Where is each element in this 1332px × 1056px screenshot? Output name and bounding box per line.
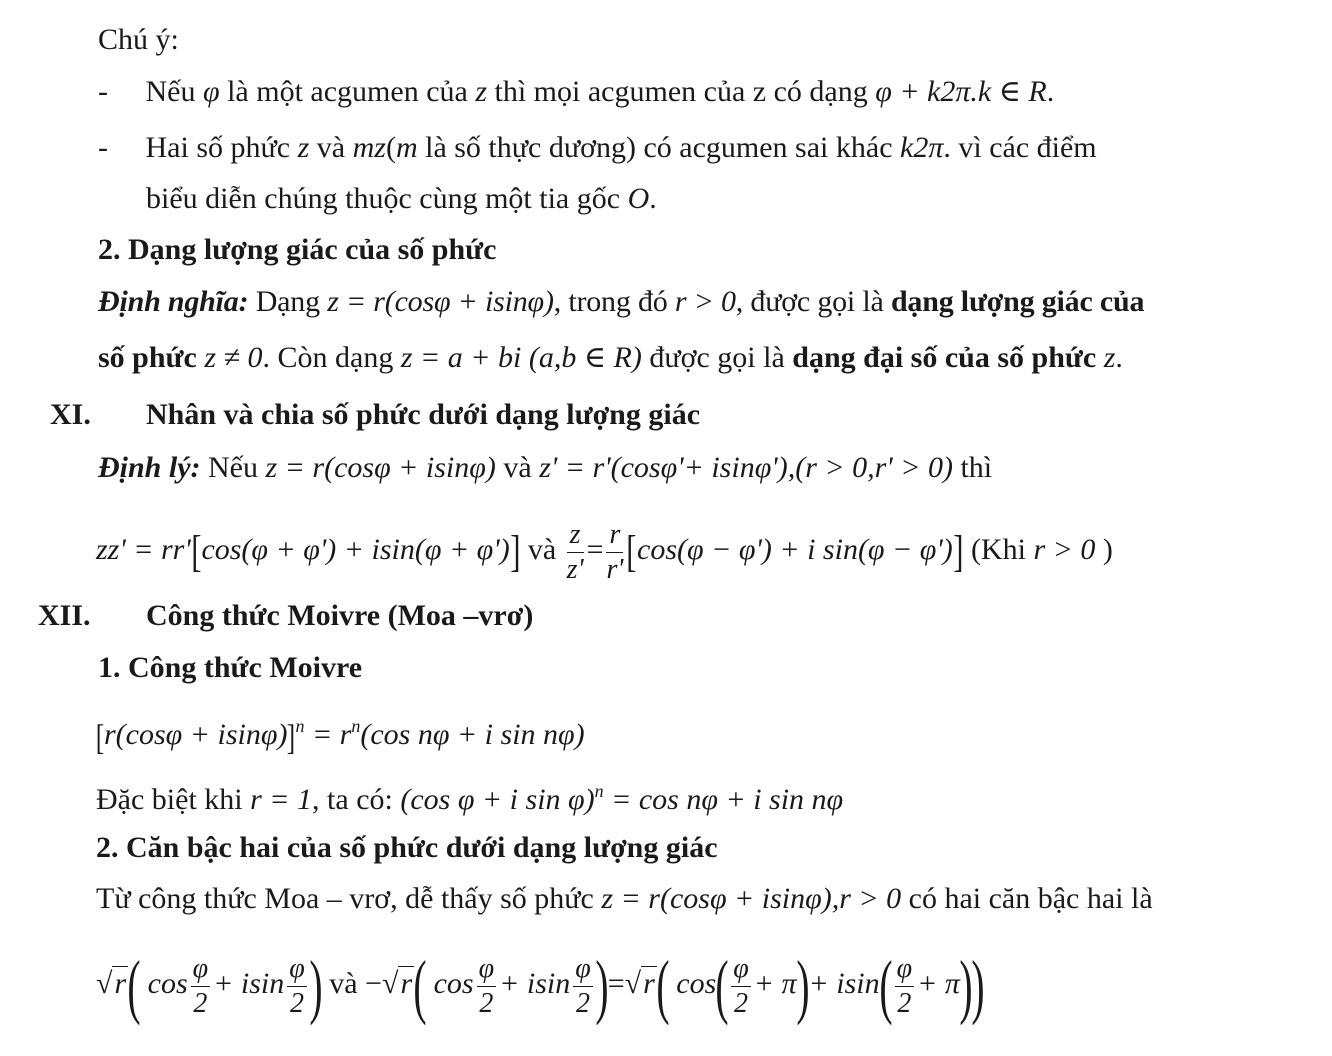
theorem-line: Định lý: Nếu z = r(cosφ + isinφ) và z' = r'(cosφ'+ isinφ'),(r > 0,r' > 0) thì <box>98 451 993 484</box>
square-root-formula: √r( cos $\frac{\varphi}{2}$ + isin $\frac{\varphi}{2}$ ) và −√r( cos $\frac{\varphi}{2}$ + isin $\frac{\varphi}{2}$ )=√r( cos( $\frac{\varphi}{2}$ + π)+ isin( $\frac{\varphi}{2}$ + π)) <box>96 946 985 1027</box>
definition-line-1: Định nghĩa: Dạng z = r(cosφ + isinφ), trong đó r > 0, được gọi là dạng lượng giác của <box>98 285 1145 318</box>
bullet-dash: - <box>98 131 108 164</box>
subsection-2-heading: 2. Căn bậc hai của số phức dưới dạng lượng giác <box>96 831 718 864</box>
fraction-z-over-z-prime: $\frac{z}{z'}$ <box>566 518 584 585</box>
subsection-1-heading: 1. Công thức Moivre <box>98 651 363 684</box>
special-case-line: Đặc biệt khi r = 1, ta có: (cos φ + i sin φ)$^n$ = cos nφ + i sin nφ <box>96 781 844 816</box>
section-2-heading: 2. Dạng lượng giác của số phức <box>98 233 497 266</box>
fraction-r-over-r-prime: $\frac{r}{r'}$ <box>606 518 624 585</box>
definition-line-2: số phức z ≠ 0. Còn dạng z = a + bi (a,b ∈ R) được gọi là dạng đại số của số phức z. <box>98 341 1123 374</box>
bullet-1: - Nếu φ là một acgumen của z thì mọi acgumen của z có dạng φ + k2π.k ∈ R. <box>98 75 1055 108</box>
moivre-formula: $[r(\cos\varphi + isin\varphi)]^n = r^n(\cos$ nφ + i sin nφ) <box>95 716 585 758</box>
section-xi-number: XI. <box>50 398 91 431</box>
section-xii-title: Công thức Moivre (Moa –vrơ) <box>146 599 534 632</box>
bullet-2: - Hai số phức z và mz(m là số thực dương) có acgumen sai khác k2π. vì các điểm <box>98 131 1097 164</box>
bullet-2-cont: biểu diễn chúng thuộc cùng một tia gốc O. <box>146 182 657 215</box>
definition-label: Định nghĩa: <box>98 285 249 318</box>
theorem-label: Định lý: <box>98 451 201 484</box>
note-title: Chú ý: <box>98 23 179 56</box>
section-xii-number: XII. <box>38 599 91 632</box>
square-root-intro: Từ công thức Moa – vrơ, dễ thấy số phức z = r(cosφ + isinφ),r > 0 có hai căn bậc hai là <box>96 882 1153 915</box>
section-xi-title: Nhân và chia số phức dưới dạng lượng giác <box>146 398 701 431</box>
bullet-dash: - <box>98 75 108 108</box>
product-quotient-formula: zz' = rr'[cos(φ + φ') + isin(φ + φ')] và $\frac{z}{z'}$ = $\frac{r}{r'}$ [cos(φ − φ') + i sin(φ − φ')] (Khi r > 0 ) <box>96 518 1113 585</box>
